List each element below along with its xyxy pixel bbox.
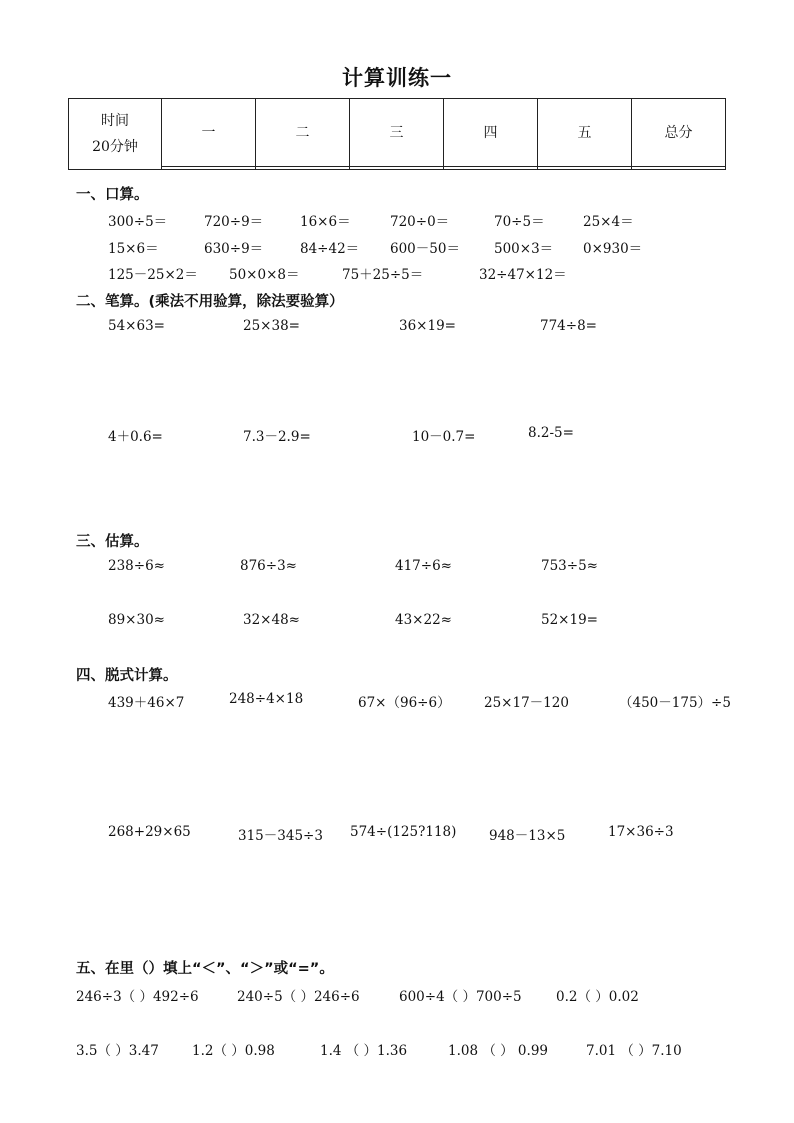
header-cell-1: 一 [162, 99, 256, 167]
problem-item: 54×63= [108, 318, 165, 334]
problem-item: 84÷42＝ [300, 241, 360, 257]
score-input-4[interactable] [444, 166, 538, 169]
problem-item: 948－13×5 [489, 828, 566, 844]
score-input-5[interactable] [538, 166, 632, 169]
section-1-heading: 一、口算。 [76, 187, 149, 203]
section-3-heading: 三、估算。 [76, 534, 149, 550]
problem-item: 439＋46×7 [108, 695, 185, 711]
problem-item: 753÷5≈ [541, 558, 598, 574]
score-input-total[interactable] [632, 166, 726, 169]
problem-item: 300÷5＝ [108, 214, 168, 230]
problem-item: 25×38= [243, 318, 300, 334]
problem-item: 10－0.7= [412, 429, 476, 445]
problem-item: 25×4＝ [583, 214, 634, 230]
page-title: 计算训练一 [342, 66, 452, 90]
problem-item: 246÷3（ ）492÷6 [76, 989, 199, 1005]
problem-item: 268+29×65 [108, 824, 191, 840]
problem-item: 240÷5（ ）246÷6 [237, 989, 360, 1005]
problem-item: 43×22≈ [395, 612, 452, 628]
problem-item: 600÷4（ ）700÷5 [399, 989, 522, 1005]
problem-item: 1.2（ ）0.98 [192, 1043, 275, 1059]
problem-item: 32÷47×12＝ [479, 267, 567, 283]
problem-item: 70÷5＝ [494, 214, 545, 230]
problem-item: 50×0×8＝ [229, 267, 300, 283]
section-5-heading: 五、在里（）填上“＜”、“＞”或“=”。 [76, 961, 334, 977]
header-cell-2: 二 [256, 99, 350, 167]
problem-item: 25×17－120 [484, 695, 569, 711]
problem-item: 7.01 （ ）7.10 [586, 1043, 682, 1059]
score-table [68, 98, 726, 170]
problem-item: 315－345÷3 [238, 828, 323, 844]
time-label-cell [69, 99, 162, 170]
time-label: 时间 [101, 113, 129, 129]
header-cell-5: 五 [538, 99, 632, 167]
problem-item: 32×48≈ [243, 612, 300, 628]
problem-item: 3.5（ ）3.47 [76, 1043, 159, 1059]
problem-item: 75＋25÷5＝ [342, 267, 424, 283]
header-cell-total: 总分 [632, 99, 726, 167]
problem-item: 8.2-5= [528, 425, 574, 441]
problem-item: 720÷9＝ [204, 214, 264, 230]
problem-item: 125－25×2＝ [108, 267, 198, 283]
problem-item: 7.3－2.9= [243, 429, 311, 445]
problem-item: 574÷(125?118) [350, 824, 457, 840]
problem-item: 16×6＝ [300, 214, 351, 230]
problem-item: 774÷8= [540, 318, 597, 334]
problem-item: 600－50＝ [390, 241, 460, 257]
problem-item: 67×（96÷6） [358, 695, 451, 711]
header-cell-3: 三 [350, 99, 444, 167]
section-4-heading: 四、脱式计算。 [76, 668, 178, 684]
score-input-3[interactable] [350, 166, 444, 169]
problem-item: 0×930＝ [583, 241, 643, 257]
problem-item: 0.2（ ）0.02 [556, 989, 639, 1005]
section-2-heading: 二、笔算。(乘法不用验算，除法要验算） [76, 294, 344, 310]
problem-item: 238÷6≈ [108, 558, 165, 574]
problem-item: 876÷3≈ [240, 558, 297, 574]
problem-item: （450－175）÷5 [619, 695, 731, 711]
problem-item: 17×36÷3 [608, 824, 674, 840]
problem-item: 248÷4×18 [229, 691, 304, 707]
problem-item: 4＋0.6= [108, 429, 163, 445]
problem-item: 1.4 （ ）1.36 [320, 1043, 408, 1059]
problem-item: 36×19= [399, 318, 456, 334]
problem-item: 15×6＝ [108, 241, 159, 257]
problem-item: 630÷9＝ [204, 241, 264, 257]
time-value: 20分钟 [92, 139, 138, 155]
problem-item: 417÷6≈ [395, 558, 452, 574]
header-cell-4: 四 [444, 99, 538, 167]
problem-item: 500×3＝ [494, 241, 554, 257]
problem-item: 89×30≈ [108, 612, 165, 628]
score-input-2[interactable] [256, 166, 350, 169]
score-input-1[interactable] [162, 166, 256, 169]
problem-item: 720÷0＝ [390, 214, 450, 230]
problem-item: 52×19= [541, 612, 598, 628]
problem-item: 1.08 （ ） 0.99 [448, 1043, 548, 1059]
